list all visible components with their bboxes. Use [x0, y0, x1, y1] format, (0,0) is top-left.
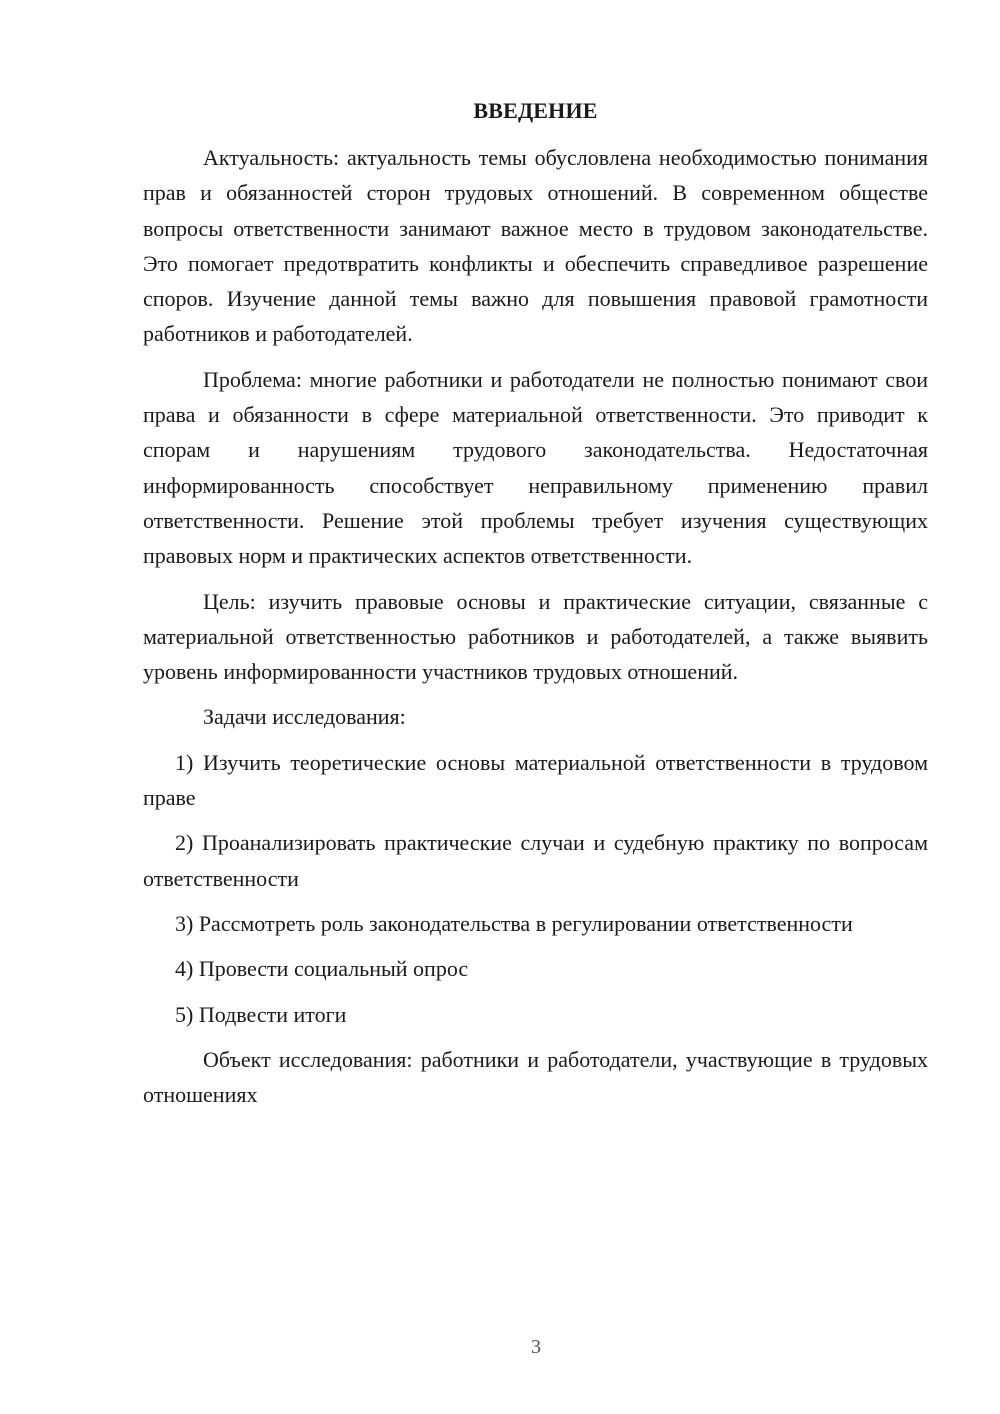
task-item: 4) Провести социальный опрос	[175, 956, 469, 982]
task-item: 5) Подвести итоги	[175, 1001, 347, 1027]
task-item: 3) Рассмотреть роль законодательства в регулировании ответственности	[175, 910, 853, 936]
object-paragraph: Объект исследования: работники и работодатели, участвующие в трудовых отношениях	[143, 1046, 928, 1108]
goal-paragraph: Цель: изучить правовые основы и практические ситуации, связанные с материальной ответственностью работников и работодателей, а также выявить уровень информированности участников трудовых отношений.	[143, 588, 928, 685]
page-number: 3	[531, 1336, 541, 1358]
page-title: ВВЕДЕНИЕ	[473, 98, 598, 123]
tasks-list	[143, 745, 928, 1032]
task-item: 2) Проанализировать практические случаи и судебную практику по вопросам ответственности	[143, 830, 928, 891]
document-page	[143, 93, 928, 1122]
task-item: 1) Изучить теоретические основы материальной ответственности в трудовом праве	[143, 749, 928, 811]
relevance-paragraph: Актуальность: актуальность темы обусловлена необходимостью понимания прав и обязанностей сторон трудовых отношений. В современном обществе вопросы ответственности занимают важное место в трудовом законодательстве. Это помогает предотвратить конфликты и обеспечить справедливое разрешение споров. Изучение данной темы важно для повышения правовой грамотности работников и работодателей.	[143, 145, 928, 347]
tasks-heading: Задачи исследования:	[203, 704, 406, 730]
problem-paragraph: Проблема: многие работники и работодатели не полностью понимают свои права и обязанности в сфере материальной ответственности. Это приводит к спорам и нарушениям трудового законодательства. Недостаточная информированность способствует неправильному применению правил ответственности. Решение этой проблемы требует изучения существующих правовых норм и практических аспектов ответственности.	[143, 366, 928, 569]
